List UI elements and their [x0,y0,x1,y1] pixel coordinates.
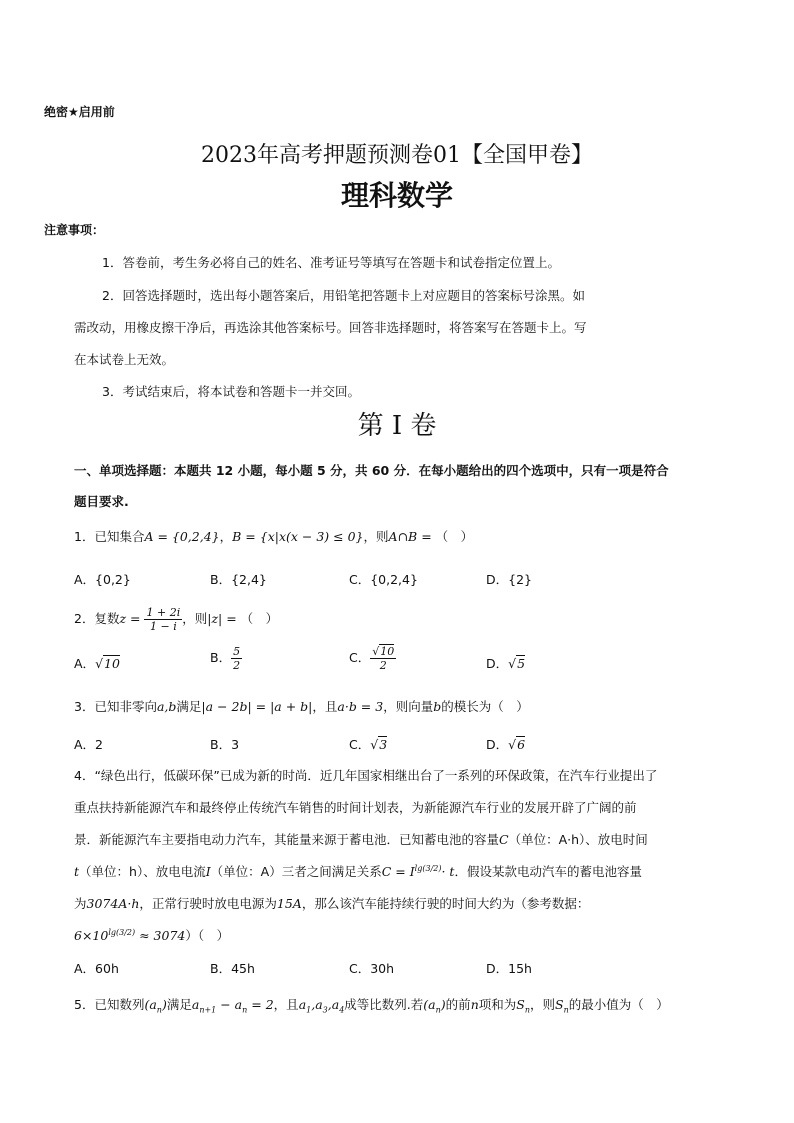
q3-text: 3．已知非零向 [74,699,157,714]
q2-option-b-num: 5 [233,645,241,658]
q4-option-d[interactable]: D．15h [486,961,532,976]
q3-text-3: ，且 [312,699,338,714]
q1-sep: ， [219,529,233,544]
q3-option-c-label: C． [349,737,371,752]
q3-option-b[interactable]: B．3 [210,737,240,752]
question-2 [74,606,278,633]
q5-text-4: 成等比数列.若 [344,997,424,1012]
exam-subject: 理科数学 [340,179,453,212]
q4-line-5-a: 为 [74,896,87,911]
section-heading-line-1: 一、单项选择题：本题共 12 小题，每小题 5 分，共 60 分．在每小题给出的四个选项中，只有一项是符合 [74,463,669,478]
q1-option-b[interactable]: B．{2,4} [210,572,267,587]
q3-option-d-value: 6 [517,737,526,752]
q2-option-c-fraction [370,645,396,672]
q5-seq-2: (a [423,997,436,1012]
q5-text-6: 项和为 [478,997,517,1012]
q4-ref-exponent: lg(3/2) [108,927,136,937]
q1-option-d[interactable]: D．{2} [486,572,532,587]
q4-line-5-b: ，正常行驶时放电电源为 [139,896,277,911]
q4-line-1: 4．“绿色出行，低碳环保”已成为新的时尚．近几年国家相继出台了一系列的环保政策，在汽车行业提出了 [74,768,658,783]
q5-term-2: ,a [311,997,323,1012]
q3-option-c[interactable]: C．√3 [349,737,388,752]
q3-dot: a·b = 3 [337,699,384,714]
q2-option-b[interactable] [210,645,242,672]
q3-vectors: a,b [156,699,177,714]
q3-vector-b: b [433,699,442,714]
q5-s-2-sub: n [563,1005,569,1015]
q5-text-5: 的前 [445,997,471,1012]
q4-option-b[interactable]: B．45h [210,961,255,976]
q3-option-d[interactable]: D．√6 [486,737,526,752]
q4-time-symbol: t [74,864,80,879]
note-item-2-line-2: 需改动，用橡皮擦干净后，再选涂其他答案标号。回答非选择题时，将答案写在答题卡上。写 [74,320,587,335]
q3-condition: |a − 2b| = |a + b| [201,699,313,714]
q5-rec: a [191,997,200,1012]
exam-title: 2023年高考押题预测卷01【全国甲卷】 [201,143,593,168]
q5-seq-2-close: ) [440,997,446,1012]
q1-text-2: ，则 [363,529,389,544]
q5-seq-sub: n [156,1005,162,1015]
q1-tail: = （ ） [417,529,474,544]
q5-n: n [470,997,479,1012]
q3-option-a[interactable]: A．2 [74,737,104,752]
q2-option-a[interactable]: A．√10 [74,656,120,671]
q1-expr: A∩B [388,529,418,544]
q5-s: S [516,997,525,1012]
q2-text: 2．复数 [74,611,120,626]
q4-line-5-c: ，那么该汽车能持续行驶的时间大约为（参考数据： [301,896,590,911]
q4-ref-value: ≈ 3074 [135,928,186,943]
q3-text-4: ，则向量 [383,699,434,714]
q3-option-c-value: 3 [379,737,388,752]
q4-line-6-tail: ）（ ） [185,928,230,943]
q2-tail: = （ ） [222,611,279,626]
q4-line-3-end: （单位：A·h）、放电时间 [508,832,648,847]
q5-rec-mid: − a [216,997,243,1012]
q1-option-a[interactable]: A．{0,2} [74,572,131,587]
question-1 [74,527,473,545]
q4-line-6 [74,926,229,944]
q5-s-sub: n [524,1005,530,1015]
q2-option-c-den: 2 [379,659,387,672]
q2-option-d[interactable]: D．√5 [486,656,526,671]
q2-option-c-num-val: 10 [380,645,395,658]
q5-rec-end: = 2 [247,997,274,1012]
q5-term-1: a [298,997,307,1012]
q1-set-a: A = {0,2,4} [144,529,220,544]
q1-option-c[interactable]: C．{0,2,4} [349,572,418,587]
q2-option-d-label: D． [486,656,509,671]
question-3 [74,697,529,715]
section-heading-line-2: 题目要求. [74,494,129,509]
q4-formula-exponent: lg(3/2) [414,863,442,873]
q5-term-1-sub: 1 [306,1005,312,1015]
note-item-1: 1．答卷前，考生务必将自己的姓名、准考证号等填写在答题卡和试卷指定位置上。 [102,255,560,270]
notes-heading: 注意事项： [44,223,105,237]
q4-option-a[interactable]: A．60h [74,961,119,976]
confidential-label: 绝密★启用前 [44,105,115,119]
q5-text-2: 满足 [166,997,192,1012]
q1-text: 1．已知集合 [74,529,145,544]
q4-line-4-c: ．假设某款电动汽车的蓄电池容量 [454,864,642,879]
q5-text: 5．已知数列 [74,997,145,1012]
q5-text-3: ，且 [273,997,299,1012]
q4-current-symbol: I [205,864,211,879]
q2-option-b-den: 2 [233,659,241,672]
q4-line-4-a: （单位：h）、放电电流 [79,864,206,879]
q2-option-a-value: 10 [104,656,120,671]
q2-denominator: 1 − i [149,620,177,633]
q2-option-d-value: 5 [517,656,526,671]
q4-ref-base: 6×10 [74,928,109,943]
q5-term-3: ,a [327,997,340,1012]
q5-term-3-sub: 4 [339,1005,345,1015]
q5-seq: (a [144,997,157,1012]
question-5 [74,995,669,1015]
q2-option-b-label: B． [210,650,232,665]
q2-option-c-label: C． [349,650,371,665]
note-item-2-line-1: 2．回答选择题时，选出每小题答案后，用铅笔把答题卡上对应题目的答案标号涂黑。如 [102,288,585,303]
q4-capacity-value: 3074A·h [86,896,140,911]
q2-z: z = [119,611,141,626]
q3-text-2: 满足 [176,699,202,714]
q4-line-4 [74,862,642,880]
note-item-3: 3．考试结束后，将本试卷和答题卡一并交回。 [102,384,360,399]
q4-formula: C = I [381,864,415,879]
q5-seq-2-sub: n [435,1005,441,1015]
q5-end: 的最小值为（ ） [568,997,669,1012]
q2-numerator: 1 + 2i [146,606,181,619]
q5-s-2: S [555,997,564,1012]
q4-option-c[interactable]: C．30h [349,961,395,976]
q2-option-c[interactable] [349,645,396,672]
q4-capacity-symbol: C [499,832,509,847]
q2-fraction [144,606,182,633]
q5-text-7: ，则 [530,997,556,1012]
volume-title: 第 I 卷 [357,411,437,441]
q2-option-b-fraction [231,645,242,672]
q5-seq-close: ) [161,997,167,1012]
q5-rec-sub-2: n [242,1005,248,1015]
q5-term-2-sub: 3 [322,1005,328,1015]
q4-line-2: 重点扶持新能源汽车和最终停止传统汽车销售的时间计划表，为新能源汽车行业的发展开辟了广阔的前 [74,800,637,815]
q3-end: 的模长为（ ） [441,699,529,714]
q4-line-5 [74,894,589,912]
q4-line-3 [74,830,648,848]
q4-line-3-text: 景．新能源汽车主要指电动力汽车，其能量来源于蓄电池．已知蓄电池的容量 [74,832,500,847]
q2-text-2: ，则 [182,611,208,626]
q3-option-d-label: D． [486,737,509,752]
q5-rec-sub-1: n+1 [199,1005,217,1015]
q4-current-value: 15A [276,896,302,911]
q1-set-b: B = {x|x(x − 3) ≤ 0} [232,529,364,544]
q2-option-a-label: A． [74,656,96,671]
q2-abs: |z| [207,611,223,626]
q4-formula-end: · t [441,864,455,879]
q2-option-c-num: √10 [372,645,395,658]
q4-line-4-b: （单位：A）三者之间满足关系 [210,864,382,879]
note-item-2-line-3: 在本试卷上无效。 [74,352,175,367]
